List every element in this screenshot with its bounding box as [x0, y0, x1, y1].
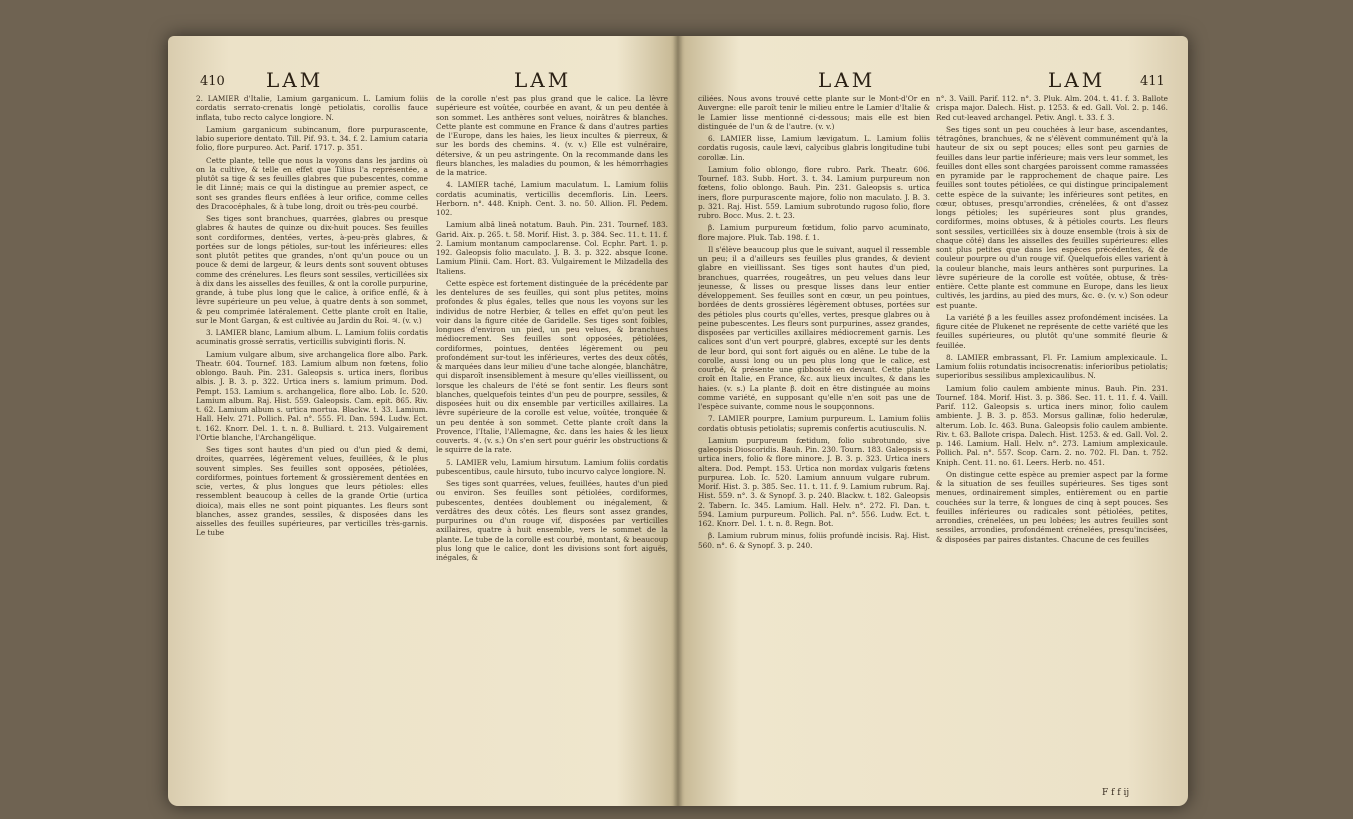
paragraph: Ses tiges sont branchues, quarrées, glabres ou presque glabres & hautes de quinze ou dix-huit pouces. Ses feuilles sont cordiformes, dentées, vertes, à-peu-près glabres, & portées sur de longs pétioles, sur-tout les inférieures: elles sont plutôt petites que grandes, n'ont qu'un pouce ou un pouce & demi de largeur, & leurs dents sont souvent obtuses comme des crénelures. Les fleurs sont sessiles, verticillées six à dix dans les aisselles des feuilles, & ont la corolle purpurine, grande, à tube plus long que le calice, à orifice enflé, & à lèvre supérieure un peu velue, à quatre dents à son sommet, & peu comprimée latéralement. Cette plante croît en Italie, sur le Mont Gargan, & est cultivée au Jardin du Roi. ♃. (v. v.) [196, 214, 428, 325]
paragraph: Lamium folio caulem ambiente minus. Bauh. Pin. 231. Tournef. 184. Morif. Hist. 3. p. 386. Sec. 11. t. 11. f. 4. Vaill. Parif. 112. Galeopsis s. urtica iners minor, folio caulem ambiente. J. B. 3. p. 853. Morsus gallinæ, folio hederulæ, alterum. Lob. Ic. 463. Buna. Galeopsis folio caulem ambiente. Riv. t. 63. Ballote crispa. Dalech. Hist. 1253. & ed. Gall. Vol. 2. p. 146. Lamium. Hall. Helv. n°. 273. Lamium amplexicaule. Pollich. Pal. n°. 557. Scop. Carn. 2. no. 702. Fl. Dan. t. 752. Kniph. Cent. 11. no. 61. Leers. Herb. no. 451. [936, 383, 1168, 467]
running-head-left-col2: LAM [514, 68, 572, 92]
paragraph: Ses tiges sont hautes d'un pied ou d'un pied & demi, droites, quarrées, légèrement velues, feuillées, & le plus souvent simples. Ses feuilles sont opposées, pétiolées, cordiformes, pointues fortement & grossièrement dentées en scie, vertes, & plus longues que leurs pétioles: elles ressemblent beaucoup à celles de la grande Ortie (urtica dioica), mais elles ne sont point piquantes. Les fleurs sont blanches, assez grandes, sessiles, & disposées dans les aisselles des feuilles supérieures, par verticilles très-garnis. Le tube [196, 445, 428, 538]
page-number: 411 [1140, 74, 1165, 89]
left-column-1 [196, 94, 428, 794]
paragraph: Lamium folio oblongo, flore rubro. Park. Theatr. 606. Tournef. 183. Subb. Hort. 3. t. 34. Lamium purpureum non fœtens, folio oblongo. Bauh. Pin. 231. Galeopsis s. urtica iners, flore purpurascente majore, folio non maculato. J. B. 3. p. 321. Raj. Hist. 559. Lamium subrotundo rugoso folio, flore rubro. Bocc. Mus. 2. t. 23. [698, 164, 930, 220]
paragraph: 5. LAMIER velu, Lamium hirsutum. Lamium foliis cordatis pubescentibus, caule hirsuto, tubo incurvo calyce longiore. N. [436, 457, 668, 476]
paragraph: Lamium garganicum subincanum, flore purpurascente, labio superiore dentato. Till. Pif. 93. t. 34. f. 2. Lamium cataria folio, flore purpureo. Act. Parif. 1717. p. 351. [196, 124, 428, 153]
paragraph: Il s'élève beaucoup plus que le suivant, auquel il ressemble un peu; il a d'ailleurs ses feuilles plus grandes, & devient glabre en vieillissant. Ses tiges sont hautes d'un pied, branchues, quarrées, rougeâtres, un peu velues dans leur jeunesse, & lisses ou presque lisses dans leur entier développement. Ses feuilles sont en cœur, un peu pointues, bordées de dents grossières légèrement obtuses, portées sur des pétioles plus courts qu'elles, vertes, presque glabres ou à peine pubescentes. Les fleurs sont purpurines, assez grandes, disposées par verticilles axillaires médiocrement garnis. Les calices sont d'un vert pourpré, glabres, excepté sur les dents de leur bord, qui sont fort aiguës ou en alêne. Le tube de la corolle, aussi long ou un peu plus long que le calice, est courbé, & présente une gibbosité en devant. Cette plante croît en Italie, en France, &c. aux lieux incultes, & dans les haies. (v. s.) La plante β. doit en être distinguée au moins comme variété, en supposant qu'elle n'en soit pas une de l'espèce suivante, comme nous le soupçonnons. [698, 244, 930, 411]
paragraph: β. Lamium purpureum fœtidum, folio parvo acuminato, flore majore. Pluk. Tab. 198. f. 1. [698, 223, 930, 242]
left-column-2 [436, 94, 668, 794]
paragraph: 8. LAMIER embrassant, Fl. Fr. Lamium amplexicaule. L. Lamium foliis rotundatis incisocrenatis: inferioribus petiolatis; superioribus sessilibus amplexicaulibus. N. [936, 352, 1168, 381]
running-head-left-col1: LAM [266, 68, 324, 92]
paragraph: 3. LAMIER blanc, Lamium album. L. Lamium foliis cordatis acuminatis grossè serratis, verticillis subviginti floris. N. [196, 328, 428, 347]
paragraph: La variété β a les feuilles assez profondément incisées. La figure citée de Plukenet ne représente de cette variété que les feuilles supérieures, ou plutôt qu'une sommité fleurie & feuillée. [936, 312, 1168, 350]
paragraph: Cette espèce est fortement distinguée de la précédente par les dentelures de ses feuilles, qui sont plus petites, moins profondes & plus égales, telles que nous les voyons sur les individus de notre Herbier, & telles en effet qu'on peut les voir dans la figure citée de Garidelle. Ses tiges sont foibles, longues d'environ un pied, un peu velues, & branchues médiocrement. Ses feuilles sont opposées, pétiolées, cordiformes, pointues, dentées légèrement ou peu profondément sur-tout les inférieures, vertes des deux côtés, & marquées dans leur milieu d'une tache alongée, blanchâtre, qui disparoît insensiblement à mesure qu'elles vieillissent, ou lorsque les chaleurs de l'été se font sentir. Les fleurs sont blanches, quelquefois teintes d'un peu de pourpre, sessiles, & disposées huit ou dix ensemble par verticilles axillaires. La lèvre supérieure de la corolle est velue, voûtée, tronquée & un peu dentée à son sommet. Cette plante croît dans la Provence, l'Italie, l'Allemagne, &c. dans les haies & les lieux couverts. ♃. (v. s.) On s'en sert pour guérir les obstructions & le squirre de la rate. [436, 278, 668, 455]
paragraph: Lamium albâ lineâ notatum. Bauh. Pin. 231. Tournef. 183. Garid. Aix. p. 265. t. 58. Morif. Hist. 3. p. 384. Sec. 11. t. 11. f. 2. Lamium montanum campoclarense. Col. Ecphr. Part. 1. p. 192. Galeopsis folio maculato. J. B. 3. p. 322. absque Icone. Lamium Plinii. Cam. Hort. 83. Vulgairement le Milzadella des Italiens. [436, 220, 668, 276]
paragraph: ciliées. Nous avons trouvé cette plante sur le Mont-d'Or en Auvergne: elle paroît tenir le milieu entre le Lamier d'Italie & le Lamier lisse mentionné ci-dessous; mais elle est bien distinguée de l'un & de l'autre. (v. v.) [698, 94, 930, 131]
right-column-2 [936, 94, 1168, 794]
paragraph: 2. LAMIER d'Italie, Lamium garganicum. L. Lamium foliis cordatis serrato-crenatis longè petiolatis, corollis fauce inflata, tubo recto calyce longiore. N. [196, 94, 428, 122]
running-head-right-col2: LAM [1048, 68, 1106, 92]
left-page-header [168, 68, 678, 92]
paragraph: n°. 3. Vaill. Parif. 112. n°. 3. Pluk. Alm. 204. t. 41. f. 3. Ballote crispa major. Dalech. Hist. p. 1253. & ed. Gall. Vol. 2. p. 146. Red cut-leaved archangel. Petiv. Angl. t. 33. f. 3. [936, 94, 1168, 122]
paragraph: Ses tiges sont un peu couchées à leur base, ascendantes, tétragônes, branchues, & ne s'élèvent communément qu'à la hauteur de six ou sept pouces; elles sont peu garnies de feuilles dans leur partie inférieure; mais vers leur sommet, les feuilles dont elles sont chargées paroissent comme ramassées en pyramide par le rapprochement de chaque paire. Les feuilles sont toutes pétiolées, ce qui distingue principalement cette espèce de la suivante; les inférieures sont petites, en cœur, obtuses, presqu'arrondies, crénelées, & ont d'assez longs pétioles; les supérieures sont plus grandes, cordiformes, moins obtuses, & à pétioles courts. Les fleurs sont sessiles, verticillées six à douze ensemble (trois à six de chaque côté) dans les aisselles des feuilles supérieures: elles sont plus petites que dans les espèces précédentes, & de couleur pourpre ou d'un rouge vif. Quelquefois elles varient à la couleur blanche, mais leurs anthères sont purpurines. La lèvre supérieure de la corolle est voûtée, obtuse, & très-entière. Cette plante est commune en Europe, dans les lieux cultivés, les jardins, au pied des murs, &c. ⊙. (v. v.) Son odeur est puante. [936, 124, 1168, 310]
paragraph: Lamium purpureum fœtidum, folio subrotundo, sive galeopsis Dioscoridis. Bauh. Pin. 230. Tourn. 183. Galeopsis s. urtica iners, folio & flore minore. J. B. 3. p. 323. Urtica iners altera. Dod. Pempt. 153. Urtica non mordax vulgaris fœtens purpurea. Lob. Ic. 520. Lamium annuum vulgare rubrum. Morif. Hist. 3. p. 385. Sec. 11. t. 11. f. 9. Lamium rubrum. Raj. Hist. 559. n°. 3. & Synopf. 3. p. 240. Blackw. t. 182. Galeopsis 2. Tabern. Ic. 345. Lamium. Hall. Helv. n°. 272. Fl. Dan. t. 594. Lamium purpureum. Pollich. Pal. n°. 556. Ludw. Ect. t. 162. Knorr. Del. 1. t. n. 8. Regn. Bot. [698, 435, 930, 528]
signature-mark: F f f ij [1102, 788, 1130, 798]
paragraph: 4. LAMIER taché, Lamium maculatum. L. Lamium foliis cordatis acuminatis, verticillis decemfloris. Lin. Leers. Herborn. n°. 448. Kniph. Cent. 3. no. 50. Allion. Fl. Pedem. 102. [436, 180, 668, 217]
paragraph: 6. LAMIER lisse, Lamium lævigatum. L. Lamium foliis cordatis rugosis, caule lævi, calycibus glabris longitudine tubi corollæ. Lin. [698, 134, 930, 162]
right-page [678, 36, 1188, 806]
paragraph: de la corolle n'est pas plus grand que le calice. La lèvre supérieure est voûtée, courbée en avant, & un peu dentée à son sommet. Les anthères sont velues, noirâtres & blanches. Cette plante est commune en France & dans d'autres parties de l'Europe, dans les haies, les lieux incultes & pierreux, & sur les bords des chemins. ♃. (v. v.) Elle est vulnéraire, détersive, & un peu astringente. On la recommande dans les fleurs blanches, les maladies du poumon, & les hémorrhagies de la matrice. [436, 94, 668, 177]
paragraph: Cette plante, telle que nous la voyons dans les jardins où on la cultive, & telle en effet que Tilius l'a représentée, a plutôt sa tige & ses feuilles glabres que pubescentes, comme le dit Linné; mais ce qui la distingue au premier aspect, ce sont ses grandes fleurs enflées à leur orifice, comme celles des Dracocéphales, & à tube long, droit ou très-peu courbé. [196, 155, 428, 211]
paragraph: Ses tiges sont quarrées, velues, feuillées, hautes d'un pied ou environ. Ses feuilles sont pétiolées, cordiformes, pubescentes, dentées doublement ou inégalement, & verdâtres des deux côtés. Les fleurs sont assez grandes, purpurines ou d'un rouge vif, disposées par verticilles axillaires, quatre à huit ensemble, vers le sommet de la plante. Le tube de la corolle est courbé, montant, & beaucoup plus long que le calice, dont les divisions sont fort aiguës, inégales, & [436, 479, 668, 562]
running-head-right-col1: LAM [818, 68, 876, 92]
paragraph: β. Lamium rubrum minus, foliis profundè incisis. Raj. Hist. 560. n°. 6. & Synopf. 3. p. 240. [698, 531, 930, 550]
paragraph: Lamium vulgare album, sive archangelica flore albo. Park. Theatr. 604. Tournef. 183. Lamium album non fœtens, folio oblongo. Bauh. Pin. 231. Galeopsis s. urtica iners, floribus albis. J. B. 3. p. 322. Urtica iners s. lamium primum. Dod. Pempt. 153. Lamium s. archangelica, flore albo. Lob. Ic. 520. Lamium album. Raj. Hist. 559. Galeopsis. Cam. epit. 865. Riv. t. 62. Lamium album s. urtica mortua. Blackw. t. 33. Lamium. Hall. Helv. 271. Pollich. Pal. n°. 555. Fl. Dan. 594. Ludw. Ect. t. 162. Knorr. Del. 1. t. n. 8. Bulliard. t. 213. Vulgairement l'Ortie blanche, l'Archangélique. [196, 349, 428, 442]
right-page-header [678, 68, 1188, 92]
left-page [168, 36, 678, 806]
paragraph: 7. LAMIER pourpre, Lamium purpureum. L. Lamium foliis cordatis obtusis petiolatis; supremis confertis acutiusculis. N. [698, 414, 930, 433]
paragraph: On distingue cette espèce au premier aspect par la forme & la situation de ses feuilles supérieures. Ses tiges sont menues, ordinairement simples, entièrement ou en partie couchées sur la terre, & longues de cinq à sept pouces. Ses feuilles inférieures ou radicales sont pétiolées, petites, arrondies, crénelées, un peu lobées; les autres feuilles sont sessiles, arrondies, profondément crénelées, presqu'incisées, & disposées par paires distantes. Chacune de ces feuilles [936, 469, 1168, 544]
page-number: 410 [200, 74, 225, 89]
right-column-1 [698, 94, 930, 794]
open-book [168, 36, 1188, 806]
